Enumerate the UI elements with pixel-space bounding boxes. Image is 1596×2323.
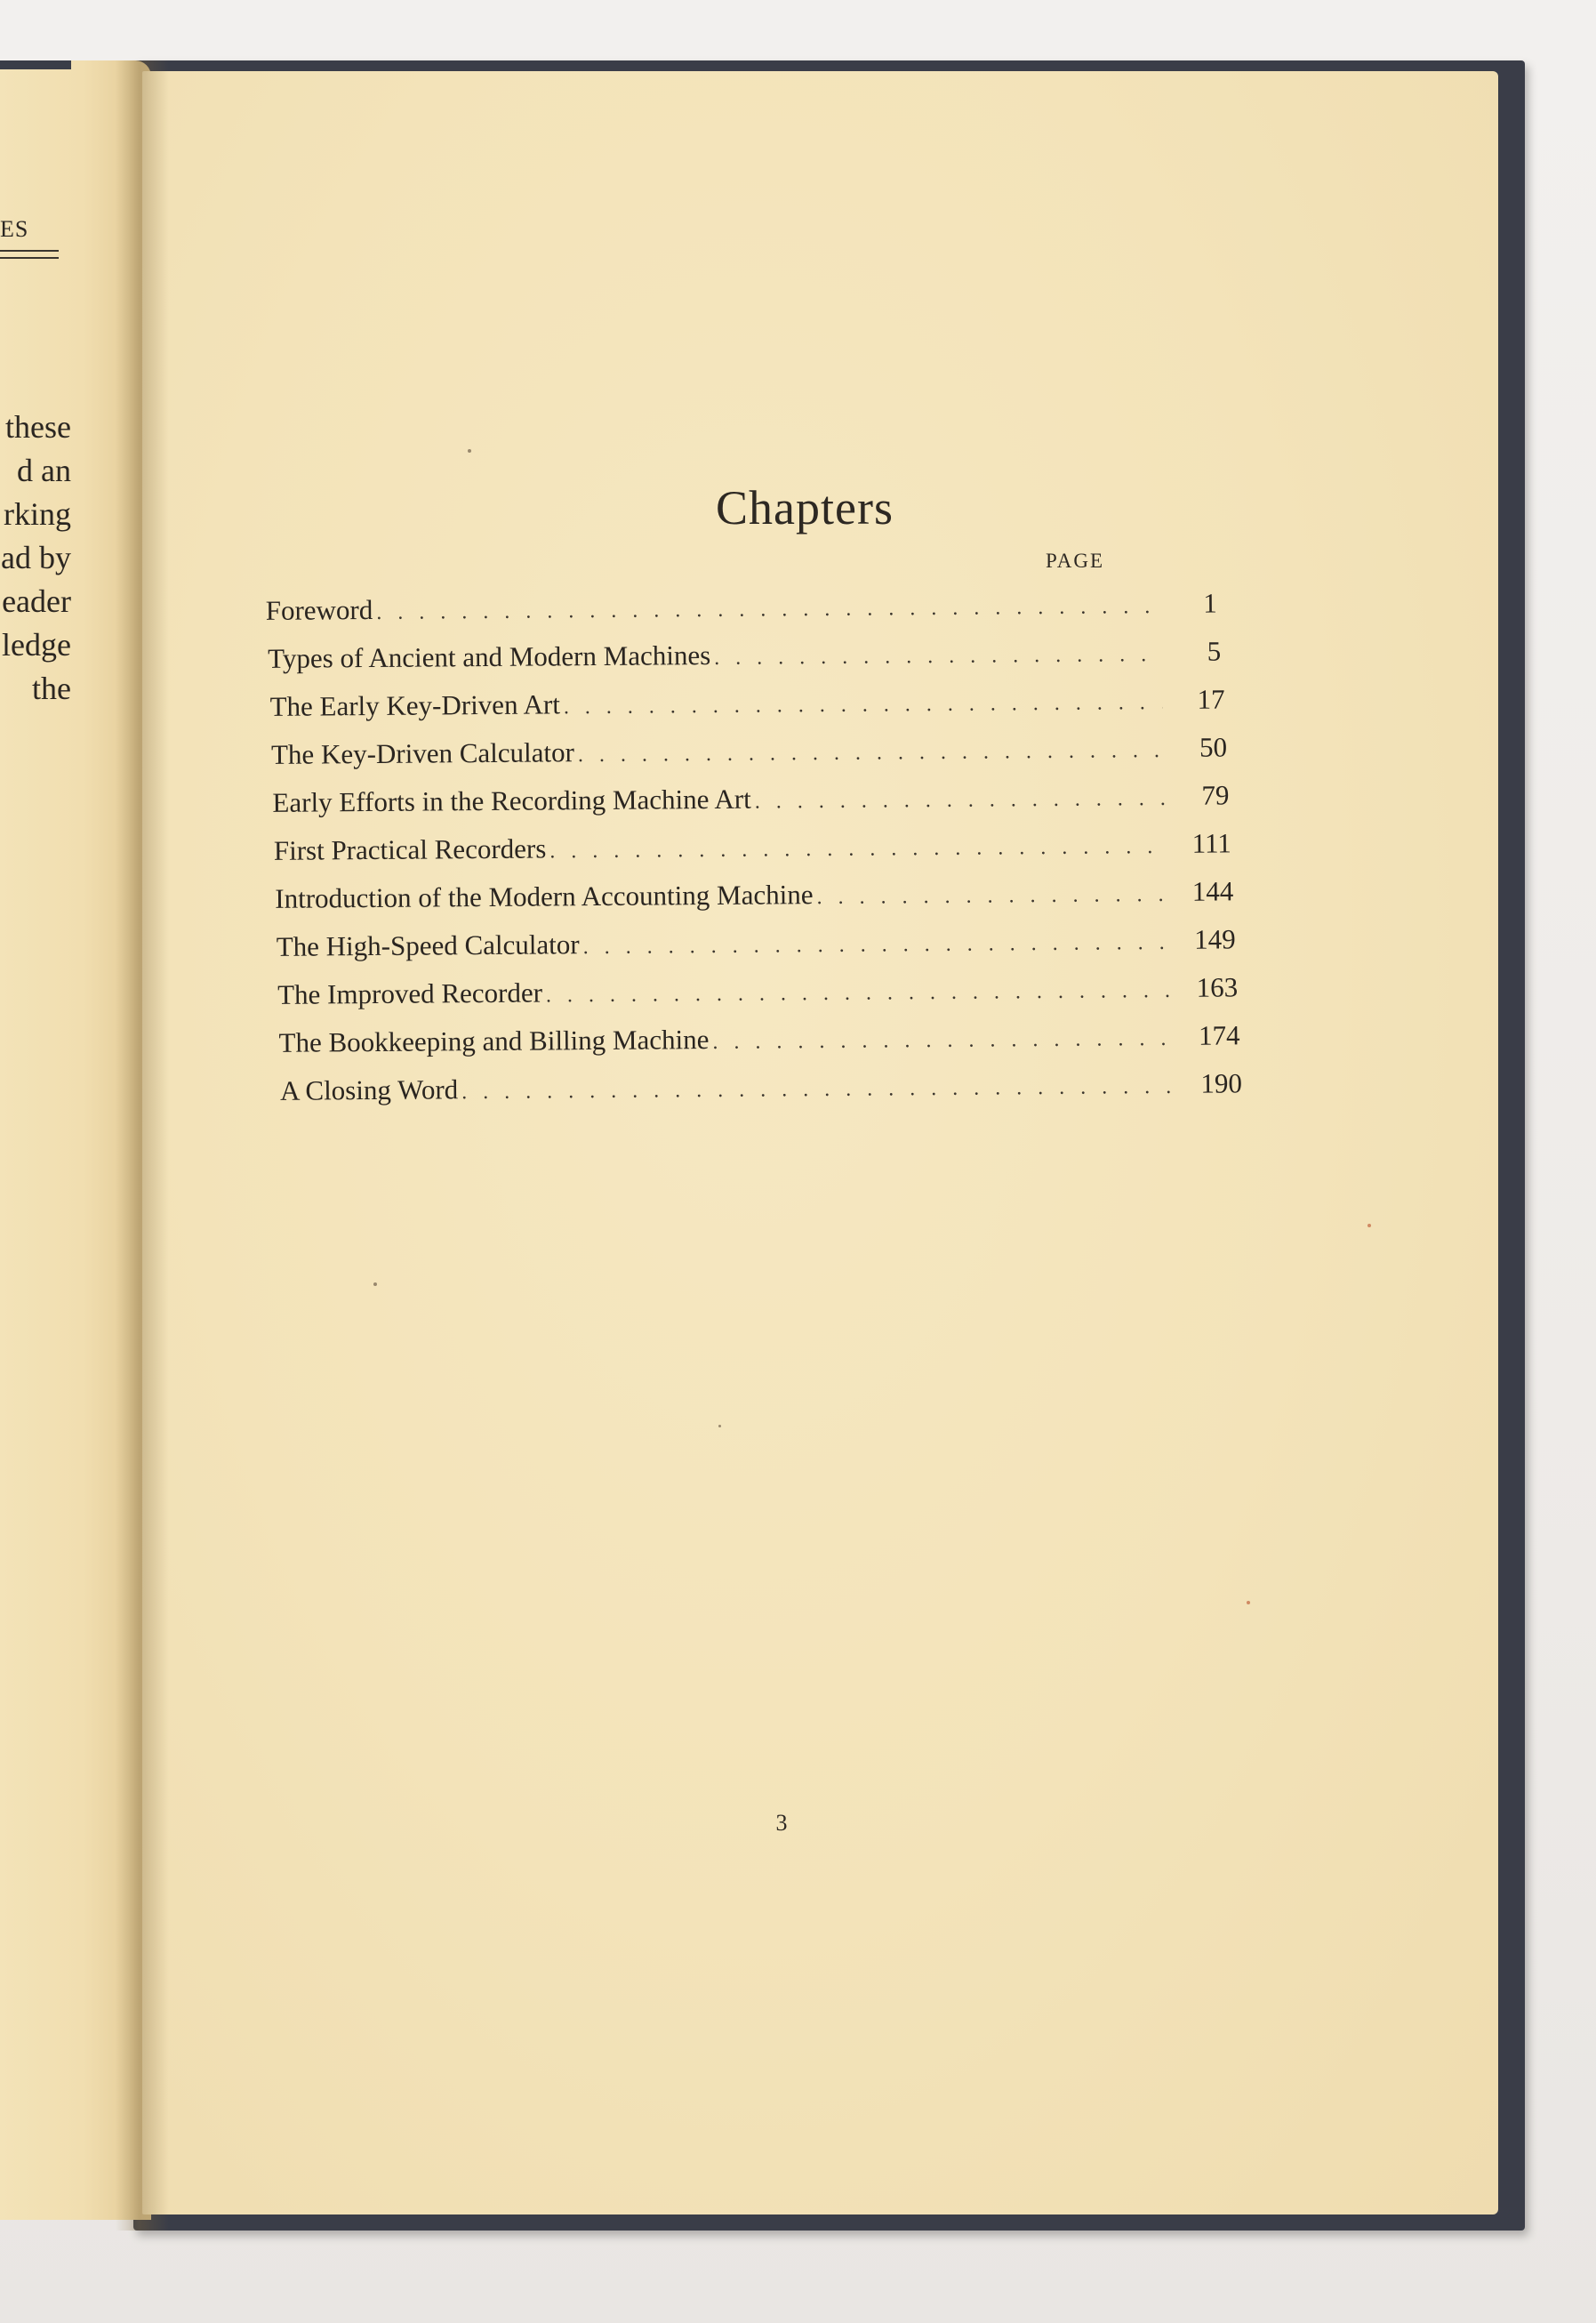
left-text-line: d an [17, 453, 71, 488]
toc-entry-page: 174 [1198, 1019, 1240, 1051]
toc-entry-page: 5 [1207, 635, 1222, 667]
left-text-line: these [5, 409, 71, 445]
toc-entry-page: 144 [1191, 875, 1234, 907]
paper-speck [1247, 1601, 1250, 1604]
toc-entry-title: Early Efforts in the Recording Machine Art [272, 783, 751, 818]
toc-entry-title: First Practical Recorders [273, 832, 547, 866]
toc-entry-title: The Improved Recorder [277, 977, 543, 1010]
dot-leader [712, 1027, 1177, 1055]
toc-entry [266, 588, 1217, 627]
toc-entry [269, 683, 1224, 722]
toc-entry [271, 731, 1227, 770]
toc-entry-title: A Closing Word [279, 1073, 459, 1106]
dot-leader [755, 787, 1167, 815]
table-of-contents [142, 60, 1508, 1316]
paper-speck [718, 1425, 721, 1427]
toc-entry-title: Types of Ancient and Modern Machines [268, 639, 711, 674]
right-page [142, 71, 1498, 2214]
toc-entry-page: 163 [1196, 971, 1239, 1003]
dot-leader [376, 595, 1155, 625]
toc-entry-page: 149 [1194, 923, 1236, 955]
toc-entry-title: Introduction of the Modern Accounting Machine [275, 879, 814, 914]
dot-leader [549, 835, 1169, 864]
left-text-line: eader [2, 583, 71, 619]
toc-entry-page: 17 [1197, 683, 1225, 715]
dot-leader [583, 931, 1174, 960]
left-page-text [0, 406, 71, 711]
toc-entry-title: The Bookkeeping and Billing Machine [278, 1024, 710, 1058]
toc-entry-page: 190 [1200, 1067, 1243, 1099]
page-gutter-shadow [116, 60, 169, 2231]
toc-entry [280, 1067, 1242, 1106]
dot-leader [714, 643, 1159, 671]
page-column-label: PAGE [1046, 550, 1104, 572]
paper-speck [373, 1282, 377, 1286]
left-text-line: the [32, 671, 71, 706]
dot-leader [816, 883, 1171, 910]
left-text-line: ledge [2, 627, 71, 663]
page-folio: 3 [775, 1810, 788, 1836]
toc-entry [272, 779, 1229, 818]
left-header-rule-second [0, 257, 59, 259]
toc-entry-title: The Early Key-Driven Art [269, 688, 560, 722]
toc-entry-page: 1 [1203, 587, 1217, 619]
paper-speck [1367, 1224, 1371, 1227]
chapters-heading: Chapters [716, 481, 894, 535]
dot-leader [578, 739, 1165, 768]
dot-leader [461, 1075, 1180, 1105]
left-text-line: rking [4, 496, 71, 532]
left-text-line: ad by [1, 540, 71, 575]
toc-entry-page: 79 [1201, 779, 1230, 811]
toc-entry [268, 635, 1221, 674]
toc-entry [277, 971, 1238, 1010]
toc-entry [275, 875, 1233, 914]
dot-leader [546, 979, 1175, 1009]
toc-entry-page: 111 [1191, 827, 1231, 859]
toc-entry-page: 50 [1199, 731, 1228, 763]
toc-entry [277, 923, 1236, 962]
paper-speck [468, 449, 471, 453]
left-header-rule [0, 250, 59, 252]
left-running-head: ES [0, 216, 29, 242]
toc-entry [278, 1019, 1239, 1058]
toc-entry-title: The Key-Driven Calculator [270, 736, 575, 770]
toc-entry-title: The High-Speed Calculator [276, 928, 580, 962]
left-cover-edge [0, 60, 71, 69]
toc-entry [274, 827, 1231, 866]
toc-entry-title: Foreword [265, 593, 373, 626]
dot-leader [564, 691, 1163, 719]
